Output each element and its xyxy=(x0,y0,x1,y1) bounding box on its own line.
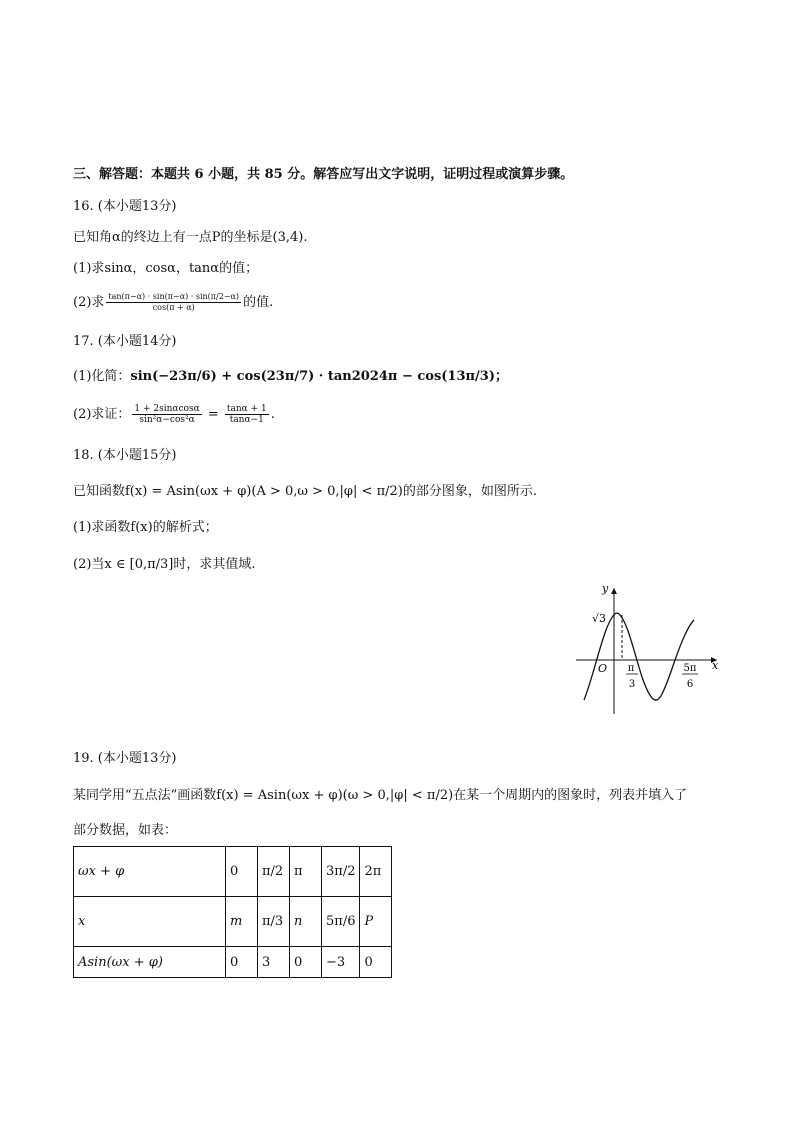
q17-lhs-numerator: 1 + 2sinαcosα xyxy=(134,404,200,414)
table-row xyxy=(74,847,392,897)
max-value-label: √3 xyxy=(592,612,607,625)
q17-part1 xyxy=(73,368,508,386)
q16-part2 xyxy=(73,292,273,324)
table-cell: x xyxy=(74,897,226,947)
q18-function-graph xyxy=(572,582,722,717)
q19-intro2: 部分数据，如表： xyxy=(73,823,178,838)
tick-5pi-6-denominator: 6 xyxy=(686,679,694,690)
q16-part2-fraction xyxy=(106,292,241,313)
q17-lhs-fraction xyxy=(132,404,201,425)
q17-rhs-numerator: tanα + 1 xyxy=(226,404,267,414)
q17-rhs-denominator: tanα−1 xyxy=(229,415,264,425)
section-header: 三、解答题：本题共 6 小题，共 85 分。解答应写出文字说明，证明过程或演算步骤。 xyxy=(73,167,574,182)
q17-part2-prefix: (2)求证： xyxy=(73,407,131,422)
table-cell: n xyxy=(290,897,322,947)
q16-part2-suffix: 的值. xyxy=(243,295,274,310)
q16-part2-prefix: (2)求 xyxy=(73,295,105,310)
q16-part1: (1)求sinα，cosα，tanα的值； xyxy=(73,261,259,276)
five-point-table xyxy=(73,846,392,978)
q16-intro: 已知角α的终边上有一点P的坐标是(3,4). xyxy=(73,230,308,245)
tick-pi-3-denominator: 3 xyxy=(628,679,636,690)
table-cell: −3 xyxy=(322,947,360,978)
q17-rhs-fraction xyxy=(225,404,269,425)
q19-intro: 某同学用“五点法”画函数f(x) = Asin(ωx + φ)(ω > 0,|φ| < π/2)在某一个周期内的图象时，列表并填入了 xyxy=(73,788,688,803)
table-cell: 3π/2 xyxy=(322,847,360,897)
table-cell: 5π/6 xyxy=(322,897,360,947)
x-axis-label: x xyxy=(712,659,719,672)
table-row xyxy=(74,897,392,947)
q17-part1-prefix: (1)化简： xyxy=(73,369,131,384)
q16-title: 16. (本小题13分) xyxy=(73,199,177,214)
tick-pi-3-numerator: π xyxy=(627,663,635,674)
sine-curve xyxy=(584,613,694,700)
table-cell: π/3 xyxy=(258,897,290,947)
q17-part1-expr: sin(−23π/6) + cos(23π/7) · tan2024π − cos(13π/3)； xyxy=(130,369,508,384)
origin-label: O xyxy=(598,662,608,675)
q17-lhs-denominator: sin²α−cos²α xyxy=(139,415,195,425)
q18-part2: (2)当x ∈ [0,π/3]时，求其值域. xyxy=(73,557,256,572)
table-row xyxy=(74,947,392,978)
table-cell: ωx + φ xyxy=(74,847,226,897)
q17-title: 17. (本小题14分) xyxy=(73,334,177,349)
q17-part2: (2)求证： $\frac{1 + 2\sin\alpha\cos\alpha}{\text{sin²α−cos²α}}$ = $\frac{\tan\alpha + 1}{\tan\alpha-1}$ . xyxy=(73,404,275,425)
q18-intro: 已知函数f(x) = Asin(ωx + φ)(A > 0,ω > 0,|φ| < π/2)的部分图象，如图所示. xyxy=(73,484,537,499)
table-cell: 0 xyxy=(290,947,322,978)
q16-part2-numerator: tan(π−α) · sin(π−α) · sin(π/2−α) xyxy=(108,292,240,301)
q16-part2-denominator: cos(π + α) xyxy=(152,303,195,312)
table-cell: m xyxy=(226,897,258,947)
table-cell: 0 xyxy=(226,947,258,978)
table-cell: 3 xyxy=(258,947,290,978)
table-cell: 0 xyxy=(226,847,258,897)
table-cell: Asin(ωx + φ) xyxy=(74,947,226,978)
q19-title: 19. (本小题13分) xyxy=(73,751,177,766)
y-axis-label: y xyxy=(602,582,609,595)
q18-part1: (1)求函数f(x)的解析式； xyxy=(73,520,218,535)
table-cell: π xyxy=(290,847,322,897)
table-cell: π/2 xyxy=(258,847,290,897)
table-cell: 2π xyxy=(360,847,392,897)
table-cell: P xyxy=(360,897,392,947)
q18-title: 18. (本小题15分) xyxy=(73,448,177,463)
tick-5pi-6-numerator: 5π xyxy=(683,663,697,674)
table-cell: 0 xyxy=(360,947,392,978)
